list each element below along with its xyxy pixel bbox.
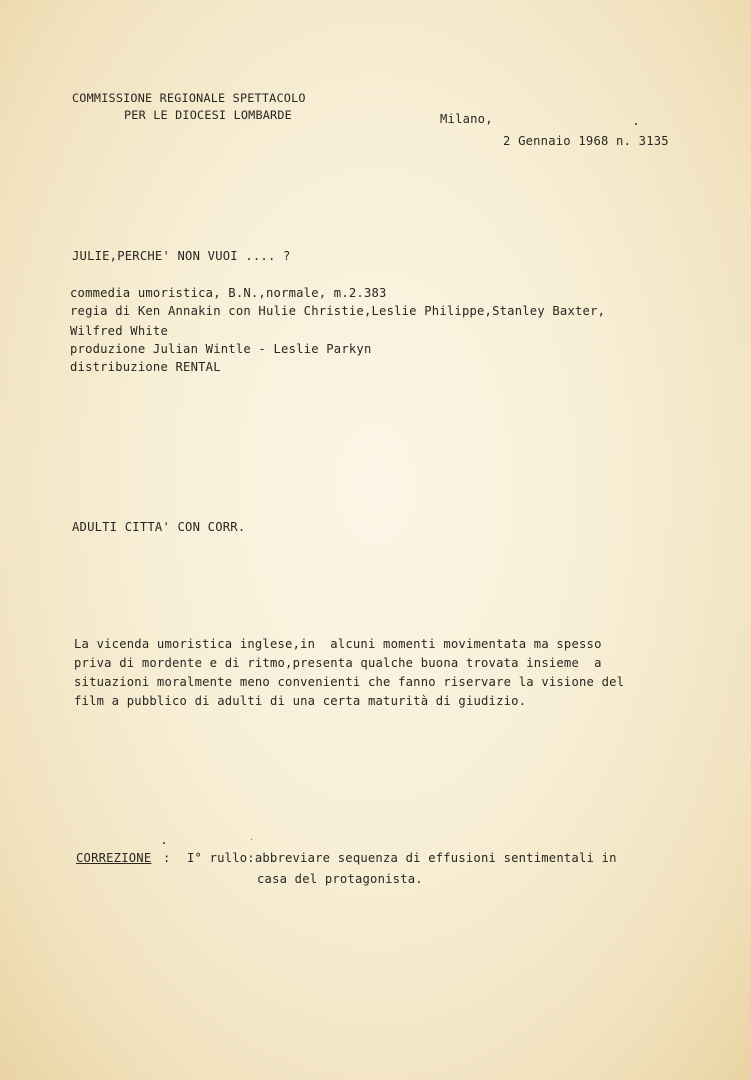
ink-speck xyxy=(251,839,252,840)
org-name-line1: COMMISSIONE REGIONALE SPETTACOLO xyxy=(72,91,306,105)
date-number: 2 Gennaio 1968 n. 3135 xyxy=(503,134,669,148)
film-detail-cast-cont: Wilfred White xyxy=(70,324,168,338)
judgment-line-1: La vicenda umoristica inglese,in alcuni momenti movimentata ma spesso xyxy=(74,637,602,651)
film-title: JULIE,PERCHE' NON VUOI .... ? xyxy=(72,249,291,263)
correction-line-1: I° rullo:abbreviare sequenza di effusioni sentimentali in xyxy=(187,851,617,865)
film-detail-distribution: distribuzione RENTAL xyxy=(70,360,221,374)
correction-separator: : xyxy=(163,851,171,865)
correction-line-2: casa del protagonista. xyxy=(257,872,423,886)
judgment-line-3: situazioni moralmente meno convenienti che fanno riservare la visione del xyxy=(74,675,625,689)
film-detail-production: produzione Julian Wintle - Leslie Parkyn xyxy=(70,342,372,356)
place: Milano, xyxy=(440,112,493,126)
classification: ADULTI CITTA' CON CORR. xyxy=(72,520,246,534)
film-detail-director-cast: regia di Ken Annakin con Hulie Christie,Leslie Philippe,Stanley Baxter, xyxy=(70,304,606,318)
correction-label: CORREZIONE xyxy=(76,851,152,865)
ink-speck xyxy=(163,842,165,844)
org-name-line2: PER LE DIOCESI LOMBARDE xyxy=(124,108,292,122)
film-detail-genre: commedia umoristica, B.N.,normale, m.2.383 xyxy=(70,286,387,300)
judgment-line-2: priva di mordente e di ritmo,presenta qualche buona trovata insieme a xyxy=(74,656,602,670)
ink-speck xyxy=(635,123,637,125)
judgment-line-4: film a pubblico di adulti di una certa maturità di giudizio. xyxy=(74,694,527,708)
